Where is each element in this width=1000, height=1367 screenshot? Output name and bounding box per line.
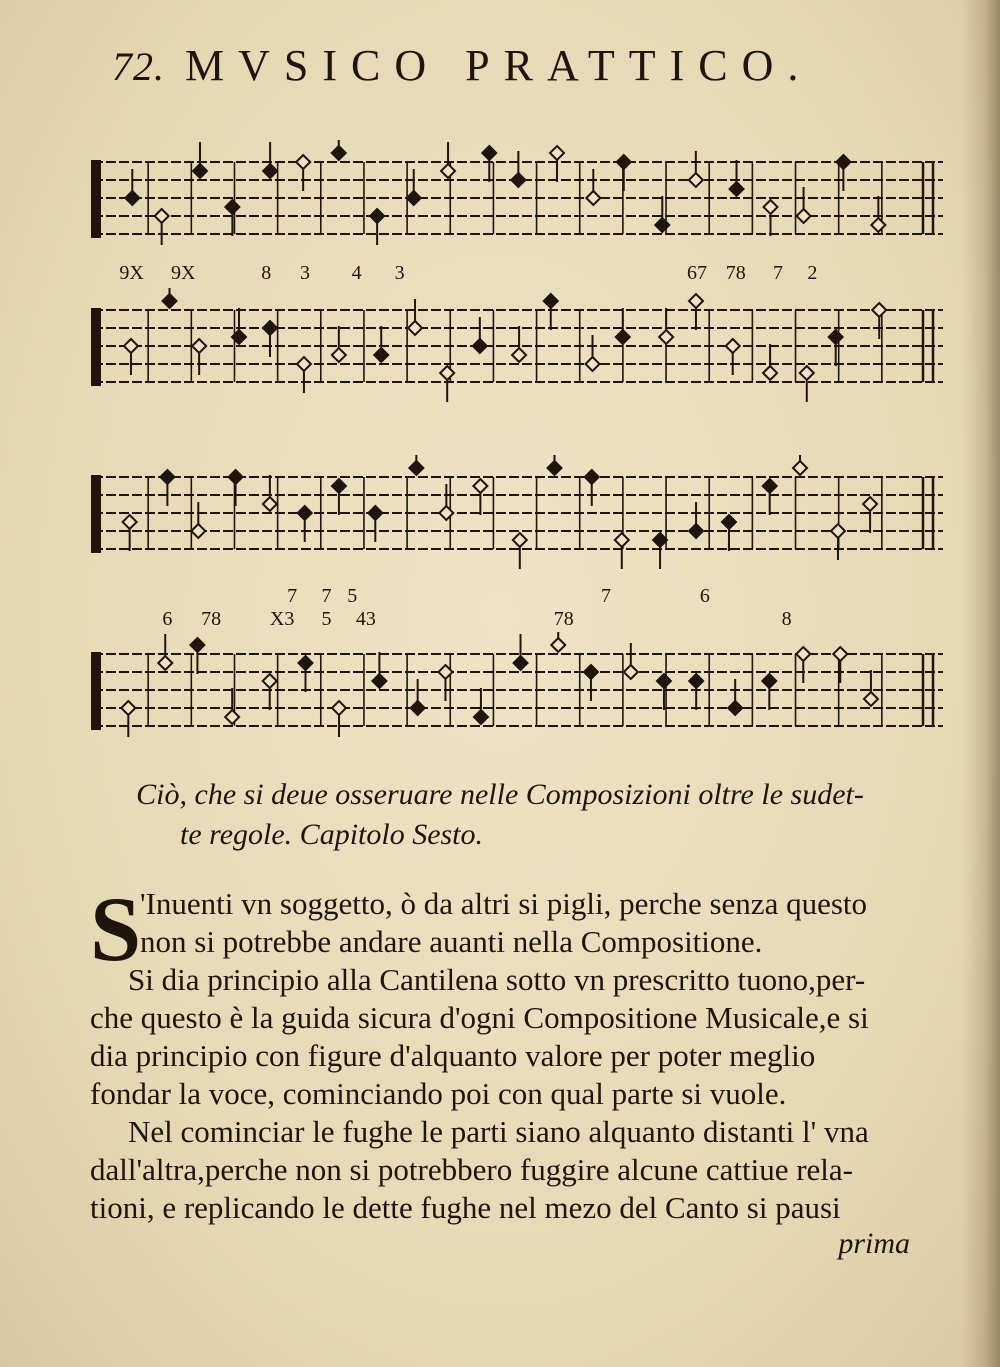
text-line: tioni, e replicando le dette fughe nel mezo del Canto si pausi [90, 1190, 841, 1225]
note-head [763, 200, 777, 214]
note-head [368, 506, 382, 520]
note-head [192, 339, 206, 353]
figure-numeral: 7 [773, 262, 783, 284]
note-head [411, 701, 425, 715]
figure-numeral: X3 [269, 608, 295, 630]
note-head [584, 665, 598, 679]
paragraph-3 [90, 1113, 945, 1227]
figure-numeral: 5 [347, 585, 358, 607]
note-head [474, 710, 488, 724]
note-head [689, 294, 703, 308]
note-head [263, 321, 277, 335]
note-head [473, 339, 487, 353]
note-head [408, 321, 422, 335]
figure-numeral: 3 [394, 262, 405, 284]
note-head [441, 164, 455, 178]
note-head [863, 497, 877, 511]
note-head [121, 701, 135, 715]
note-head [616, 330, 630, 344]
music-system-1 [85, 140, 945, 260]
figure-numeral: 8 [781, 608, 792, 630]
note-head [657, 674, 671, 688]
music-system-4 [85, 632, 945, 752]
note-head [544, 294, 558, 308]
figure-numeral: 8 [261, 262, 272, 284]
note-head [263, 674, 277, 688]
text-line: fondar la voce, cominciando poi con qual parte si vuole. [90, 1076, 787, 1111]
note-head [298, 506, 312, 520]
clef-mark [91, 308, 101, 386]
note-head [191, 524, 205, 538]
note-head [374, 348, 388, 362]
music-system-3 [85, 455, 945, 575]
note-head [615, 533, 629, 547]
note-head [158, 656, 172, 670]
note-head [193, 164, 207, 178]
page-number: 72. [112, 44, 165, 89]
note-head [551, 638, 565, 652]
note-head [655, 218, 669, 232]
note-head [797, 209, 811, 223]
note-head [726, 339, 740, 353]
body-text [90, 878, 945, 1227]
figure-numeral: 7 [601, 585, 611, 607]
note-head [332, 146, 346, 160]
figured-bass-1 [85, 262, 945, 288]
figure-numeral: 7 [321, 585, 332, 607]
figure-numeral: 5 [321, 608, 332, 630]
text-line: dia principio con figure d'alquanto valore per poter meglio [90, 1038, 816, 1073]
note-head [659, 330, 673, 344]
note-head [585, 470, 599, 484]
figure-numeral: 9X [171, 262, 196, 284]
note-head [297, 357, 311, 371]
figure-numeral: 6 [162, 608, 173, 630]
note-head [872, 303, 886, 317]
text-line: Nel cominciar le fughe le parti siano alquanto distanti l' vna [128, 1114, 869, 1149]
note-head [155, 209, 169, 223]
note-head [547, 461, 561, 475]
note-head [332, 479, 346, 493]
note-head [407, 191, 421, 205]
running-title: MVSICO PRATTICO. [185, 41, 813, 90]
figure-numeral: 7 [287, 585, 298, 607]
staff-svg [85, 632, 945, 752]
chapter-heading [100, 775, 900, 855]
note-head [190, 638, 204, 652]
note-head [440, 366, 454, 380]
note-head [299, 656, 313, 670]
music-system-2 [85, 288, 945, 408]
note-head [800, 366, 814, 380]
note-head [160, 470, 174, 484]
note-head [586, 191, 600, 205]
note-head [473, 479, 487, 493]
note-head [225, 710, 239, 724]
catchword: prima [838, 1227, 910, 1260]
note-head [409, 461, 423, 475]
note-head [482, 146, 496, 160]
note-head [728, 701, 742, 715]
note-head [513, 533, 527, 547]
note-head [864, 692, 878, 706]
note-head [263, 164, 277, 178]
note-head [689, 173, 703, 187]
note-head [372, 674, 386, 688]
figure-numeral: 78 [553, 608, 574, 630]
text-line: Si dia principio alla Cantilena sotto vn prescritto tuono,per- [128, 962, 866, 997]
note-head [124, 339, 138, 353]
note-head [617, 155, 631, 169]
clef-mark [91, 475, 101, 553]
note-head [332, 348, 346, 362]
note-head [722, 515, 736, 529]
figure-numeral: 78 [725, 262, 746, 284]
note-head [763, 366, 777, 380]
note-head [225, 200, 239, 214]
text-line: 'Inuenti vn soggetto, ò da altri si pigli, perche senza questo [140, 886, 868, 921]
figured-bass-4 [85, 608, 945, 634]
note-head [512, 348, 526, 362]
note-head [833, 647, 847, 661]
figure-numeral: 43 [355, 608, 376, 630]
note-head [370, 209, 384, 223]
text-line: non si potrebbe andare auanti nella Compositione. [140, 924, 763, 959]
note-head [125, 191, 139, 205]
note-head [730, 182, 744, 196]
figure-numeral: 67 [687, 262, 707, 284]
figure-numeral: 78 [201, 608, 222, 630]
note-head [624, 665, 638, 679]
figure-numeral: 3 [300, 262, 310, 284]
drop-cap: S [90, 878, 142, 980]
note-head [829, 330, 843, 344]
note-head [514, 656, 528, 670]
note-head [793, 461, 807, 475]
note-head [263, 497, 277, 511]
note-head [332, 701, 346, 715]
page-gutter-shadow [962, 0, 1000, 1367]
staff-svg [85, 140, 945, 260]
note-head [653, 533, 667, 547]
page-header [112, 40, 842, 100]
note-head [586, 357, 600, 371]
chapter-heading-line-2: te regole. Capitolo Sesto. [180, 818, 484, 851]
note-head [871, 218, 885, 232]
note-head [229, 470, 243, 484]
note-head [831, 524, 845, 538]
note-head [689, 674, 703, 688]
figure-numeral: 4 [351, 262, 362, 284]
figure-numeral: 6 [699, 585, 710, 607]
note-head [796, 647, 810, 661]
staff-svg [85, 455, 945, 575]
note-head [511, 173, 525, 187]
note-head [296, 155, 310, 169]
clef-mark [91, 652, 101, 730]
paragraph-2 [90, 961, 945, 1113]
note-head [550, 146, 564, 160]
text-line: che questo è la guida sicura d'ogni Compositione Musicale,e si [90, 1000, 869, 1035]
figure-numeral: 9X [119, 262, 144, 284]
note-head [763, 479, 777, 493]
staff-svg [85, 288, 945, 408]
figure-numeral: 2 [807, 262, 818, 284]
note-head [163, 294, 177, 308]
clef-mark [91, 160, 101, 238]
chapter-heading-line-1: Ciò, che si deue osseruare nelle Composizioni oltre le sudet- [136, 778, 864, 811]
text-line: dall'altra,perche non si potrebbero fuggire alcune cattiue rela- [90, 1152, 853, 1187]
note-head [762, 674, 776, 688]
note-head [439, 506, 453, 520]
note-head [689, 524, 703, 538]
note-head [123, 515, 137, 529]
